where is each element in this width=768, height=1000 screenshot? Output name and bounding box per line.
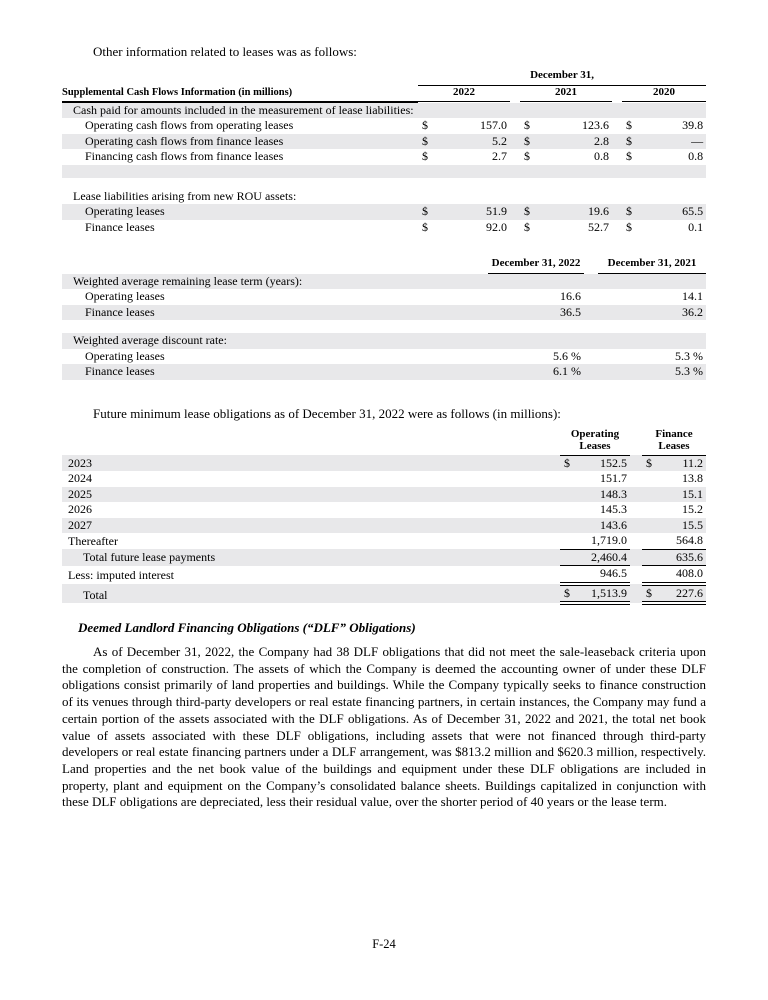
- cell-value: 13.8: [682, 471, 703, 485]
- group-header-december-31: December 31,: [418, 69, 706, 85]
- cell-label: 2024: [68, 471, 92, 485]
- cell-value: 157.0: [480, 118, 507, 132]
- stub-header: Supplemental Cash Flows Information (in millions): [62, 85, 418, 102]
- cell-label: Operating leases: [85, 204, 165, 218]
- table-row: [62, 305, 706, 321]
- cell-value: 148.3: [600, 486, 627, 501]
- cell-label: 2025: [68, 486, 92, 501]
- cell-currency: $: [524, 133, 530, 148]
- table-row: [62, 566, 706, 584]
- column-header-dec-31-2022: December 31, 2022: [488, 257, 584, 273]
- cell-value: 5.3 %: [675, 364, 703, 378]
- cell-value: 2,460.4: [578, 549, 630, 566]
- cell-value: 6.1 %: [553, 364, 581, 378]
- column-header-operating-leases: Operating Leases: [560, 428, 630, 456]
- cell-label: Operating cash flows from finance leases: [85, 133, 284, 148]
- cell-value: 15.2: [682, 502, 703, 516]
- cell-currency: $: [564, 455, 570, 470]
- cell-value: 14.1: [682, 289, 703, 303]
- cell-label: Operating leases: [85, 348, 165, 363]
- future-minimum-intro: Future minimum lease obligations as of December 31, 2022 were as follows (in millions):: [93, 405, 561, 421]
- cell-currency: $: [646, 455, 652, 470]
- cell-value: 151.7: [600, 471, 627, 485]
- cell-currency: $: [524, 219, 530, 234]
- table-row: [62, 289, 706, 305]
- group-header-row: [62, 69, 706, 85]
- cell-currency: $: [422, 118, 428, 132]
- future-minimum-table: [62, 428, 706, 606]
- cell-label: Less: imputed interest: [68, 568, 174, 582]
- cell-value: 145.3: [600, 502, 627, 516]
- section-label: Cash paid for amounts included in the measurement of lease liabilities:: [73, 102, 414, 117]
- cell-value: 11.2: [682, 455, 703, 470]
- cell-currency: $: [626, 118, 632, 132]
- cell-label: Total: [83, 587, 108, 602]
- cell-currency: $: [524, 118, 530, 132]
- table-row: [62, 471, 706, 487]
- cell-value: 635.6: [658, 549, 706, 566]
- column-header-dec-31-2021: December 31, 2021: [598, 257, 706, 273]
- cell-value: 36.2: [682, 304, 703, 319]
- table-row: [62, 349, 706, 365]
- dlf-paragraph: As of December 31, 2022, the Company had 38 DLF obligations that did not meet the sale-leaseback criteria upon the completion of construction. The assets of which the Company is deemed the accounting owner of under these DLF obligations consist primarily of land properties and buildings. While the Company typically seeks to finance construction of its venues through third-party developers or real estate financing partners, in certain instances, the Company may fund a certain portion of the assets associated with the DLF obligations. As of December 31, 2022 and 2021, the total net book value of assets associated with these DLF obligations, including assets that were not financed through third-party developers or real estate financing partners under a DLF arrangement, was $813.2 million and $620.3 million, respectively. Land properties and the net book value of the buildings and equipment under these DLF obligations are included in property, plant and equipment on the Company’s consolidated balance sheets. Buildings capitalized in conjunction with these DLF obligations are depreciated, less their residual value, over the shorter period of 40 years or the lease term.: [62, 644, 706, 810]
- cell-value: 0.1: [688, 219, 704, 234]
- cell-value: 51.9: [486, 204, 507, 218]
- cell-label: 2027: [68, 517, 92, 532]
- table-row: [62, 204, 706, 220]
- table-row: [62, 364, 706, 380]
- cell-value: 15.1: [682, 486, 703, 501]
- table-row: [62, 502, 706, 518]
- cell-value: 143.6: [600, 517, 627, 532]
- column-header-row: [62, 428, 706, 456]
- table-row: [62, 533, 706, 549]
- cell-value: 0.8: [594, 149, 609, 163]
- cell-value: 123.6: [582, 118, 609, 132]
- cell-value: 5.6 %: [553, 348, 581, 363]
- spacer-row: [62, 320, 706, 333]
- section-header-row: [62, 189, 706, 205]
- cell-value: 92.0: [486, 219, 507, 234]
- section-label: Lease liabilities arising from new ROU assets:: [73, 188, 297, 203]
- cell-label: 2023: [68, 455, 92, 470]
- cell-value: —: [691, 133, 704, 148]
- table-row: [62, 220, 706, 236]
- cell-value: 36.5: [560, 304, 581, 319]
- cell-label: Finance leases: [85, 219, 155, 234]
- intro-text: Other information related to leases was as follows:: [93, 44, 357, 59]
- cell-value: 65.5: [682, 204, 704, 218]
- cell-value: 0.8: [688, 149, 704, 163]
- cell-value: 152.5: [600, 455, 627, 470]
- column-header-2020: 2020: [622, 85, 706, 102]
- table-row: [62, 487, 706, 503]
- cell-value: 5.2: [492, 133, 507, 148]
- table-row: [62, 455, 706, 471]
- column-header-row: [62, 257, 706, 273]
- cell-value: 227.6: [658, 584, 706, 604]
- supplemental-cash-flows-table: [62, 69, 706, 235]
- section-header-row: [62, 102, 706, 119]
- column-header-finance-leases: Finance Leases: [642, 428, 706, 456]
- column-header-row: [62, 85, 706, 102]
- section-label: Weighted average discount rate:: [73, 333, 227, 347]
- table-row: [62, 149, 706, 165]
- cell-currency: $: [626, 133, 632, 148]
- weighted-average-table: [62, 257, 706, 380]
- cell-label: Total future lease payments: [83, 550, 216, 564]
- cell-currency: $: [422, 149, 428, 163]
- cell-value: 408.0: [658, 566, 706, 584]
- cell-value: 15.5: [682, 517, 703, 532]
- cell-label: Finance leases: [85, 364, 155, 378]
- spacer-row: [62, 178, 706, 189]
- cell-label: Operating cash flows from operating leases: [85, 118, 294, 132]
- cell-currency: $: [626, 219, 632, 234]
- cell-value: 1,513.9: [578, 584, 630, 604]
- section-header-row: [62, 333, 706, 349]
- cell-value: 5.3 %: [675, 348, 703, 363]
- column-header-2022: 2022: [418, 85, 510, 102]
- section-header-row: [62, 273, 706, 289]
- table-row: [62, 134, 706, 150]
- cell-currency: $: [626, 149, 632, 163]
- table-row: [62, 584, 706, 604]
- cell-label: Finance leases: [85, 304, 155, 319]
- cell-label: 2026: [68, 502, 92, 516]
- cell-currency: $: [626, 204, 632, 218]
- cell-label: Financing cash flows from finance leases: [85, 149, 284, 163]
- cell-currency: $: [422, 133, 428, 148]
- dlf-section-heading: Deemed Landlord Financing Obligations (“DLF” Obligations): [78, 620, 416, 635]
- cell-value: 564.8: [658, 533, 706, 549]
- cell-value: 946.5: [578, 566, 630, 584]
- cell-currency: $: [422, 204, 428, 218]
- cell-value: 39.8: [682, 118, 704, 132]
- cell-value: 2.7: [492, 149, 507, 163]
- cell-value: 2.8: [594, 133, 609, 148]
- table-row: [62, 518, 706, 534]
- cell-currency: $: [560, 584, 578, 604]
- cell-currency: $: [422, 219, 428, 234]
- cell-label: Thereafter: [68, 533, 118, 548]
- cell-currency: $: [524, 204, 530, 218]
- column-header-2021: 2021: [520, 85, 612, 102]
- table-row: [62, 118, 706, 134]
- cell-currency: $: [642, 584, 658, 604]
- spacer-row: [62, 165, 706, 178]
- page-number: F-24: [372, 937, 396, 951]
- cell-value: 52.7: [588, 219, 609, 234]
- cell-label: Operating leases: [85, 289, 165, 303]
- cell-value: 1,719.0: [578, 533, 630, 549]
- cell-value: 19.6: [588, 204, 609, 218]
- cell-value: 16.6: [560, 289, 581, 303]
- table-row: [62, 549, 706, 566]
- section-label: Weighted average remaining lease term (years):: [73, 273, 303, 288]
- cell-currency: $: [524, 149, 530, 163]
